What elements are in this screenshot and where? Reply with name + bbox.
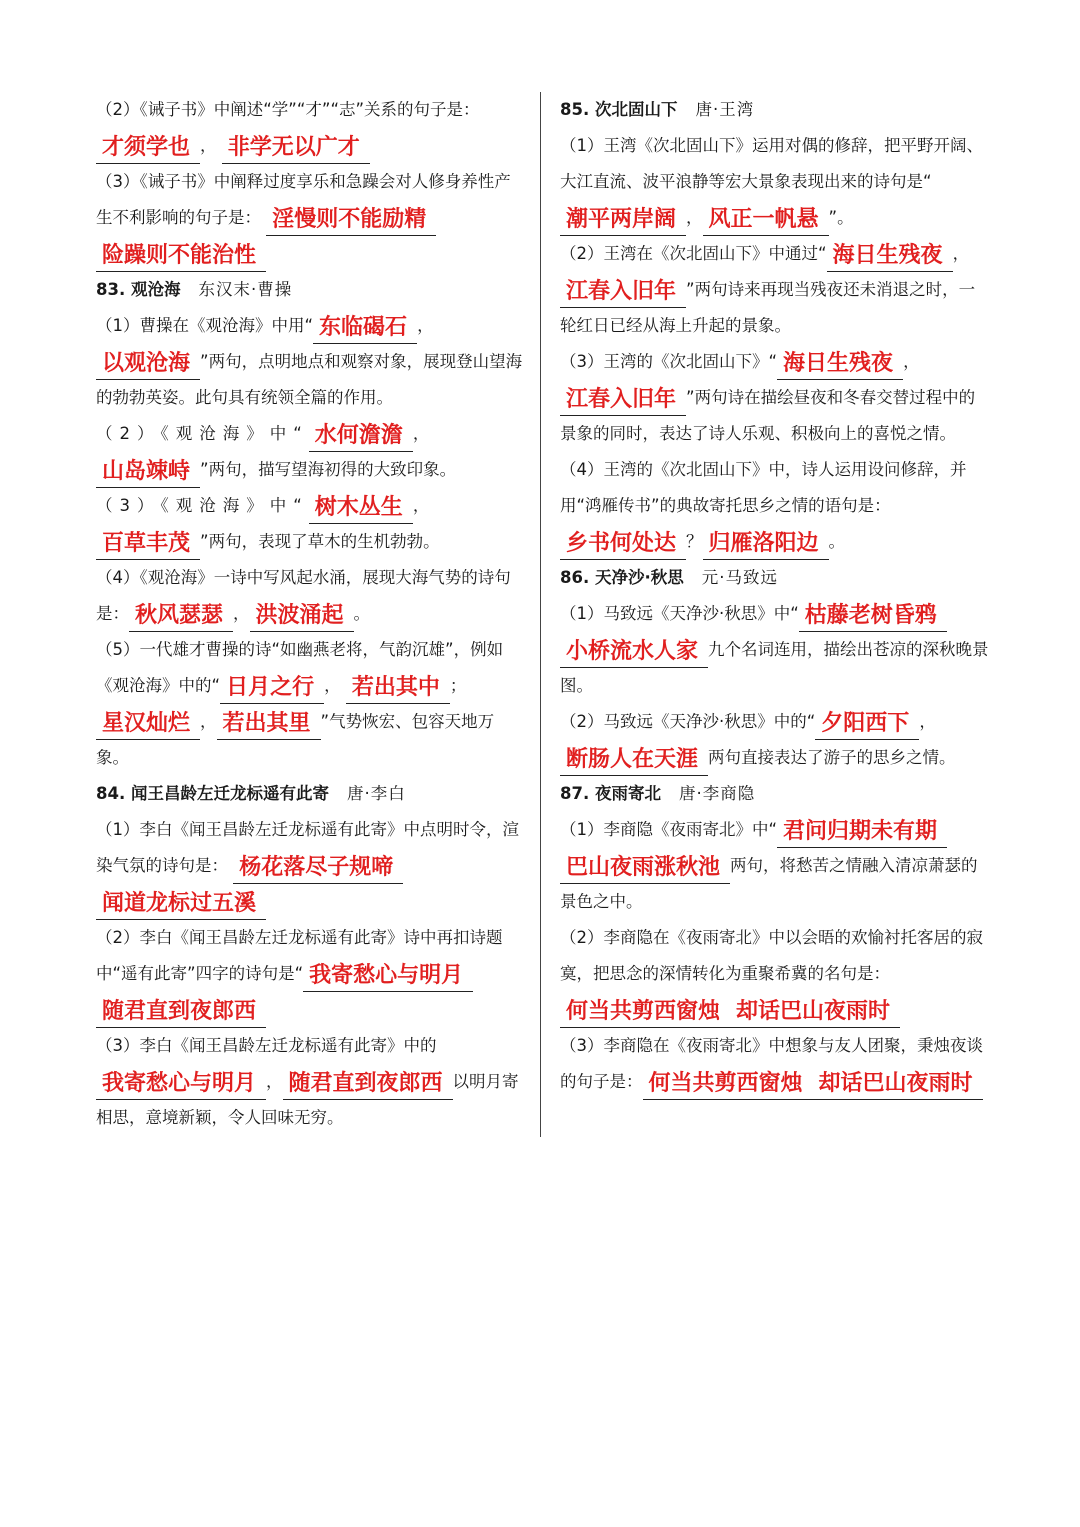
question-item — [96, 632, 524, 776]
section-author: 唐·李商隐 — [678, 784, 756, 803]
question-text: （1）王湾《次北固山下》运用对偶的修辞，把平野开阔、大江直流、波平浪静等宏大景象表现出来的诗句是“ — [560, 136, 983, 191]
answer-blank: 却话巴山夜雨时 — [730, 997, 900, 1028]
question-text: （1）马致远《天净沙·秋思》中“ — [560, 604, 799, 623]
answer-blank: 若出其中 — [346, 673, 450, 704]
answer-blank: 江春入旧年 — [560, 277, 686, 308]
section-title: 83. 观沧海 — [96, 280, 181, 299]
section-title: 87. 夜雨寄北 — [560, 784, 661, 803]
section-title: 84. 闻王昌龄左迁龙标遥有此寄 — [96, 784, 329, 803]
answer-blank: 才须学也 — [96, 133, 200, 164]
punctuation: 。 — [353, 604, 371, 623]
question-text: （2）《诫子书》中阐述“学”“才”“志”关系的句子是： — [96, 100, 480, 119]
question-text: （1）李商隐《夜雨寄北》中“ — [560, 820, 778, 839]
question-item — [96, 92, 524, 164]
answer-blank: 枯藤老树昏鸦 — [799, 601, 947, 632]
left-column — [96, 92, 524, 1136]
answer-blank: 险躁则不能治性 — [96, 241, 266, 272]
section-author: 唐·李白 — [346, 784, 406, 803]
question-text: 以明月寄相思，意境新颖，令人回味无穷。 — [96, 1072, 519, 1127]
question-item — [96, 488, 524, 560]
question-item — [560, 596, 990, 704]
section-title: 86. 天净沙·秋思 — [560, 568, 684, 587]
question-item — [560, 812, 990, 920]
answer-blank: 何当共剪西窗烛 — [643, 1069, 813, 1100]
question-text: （4）《观沧海》一诗中写风起水涌，展现大海气势的诗句是： — [96, 568, 511, 623]
answer-blank: 随君直到夜郎西 — [283, 1069, 453, 1100]
punctuation: ”。 — [828, 208, 854, 227]
question-item — [560, 704, 990, 776]
question-item — [560, 128, 990, 236]
question-text: 两句直接表达了游子的思乡之情。 — [708, 748, 956, 767]
question-text: ”两句，点明地点和观察对象，展现登山望海的勃勃英姿。此句具有统领全篇的作用。 — [96, 352, 523, 407]
punctuation: ， — [324, 676, 341, 695]
answer-blank: 乡书何处达 — [560, 529, 686, 560]
question-item — [96, 1028, 524, 1136]
question-text: 九个名词连用，描绘出苍凉的深秋晚景图。 — [560, 640, 989, 695]
punctuation: ， — [952, 244, 970, 263]
section-heading — [96, 272, 524, 308]
answer-blank: 东临碣石 — [313, 313, 417, 344]
punctuation: ， — [266, 1072, 283, 1091]
punctuation: 。 — [828, 532, 846, 551]
question-item — [96, 812, 524, 920]
question-item — [560, 920, 990, 1028]
section-heading — [96, 776, 524, 812]
answer-blank: 海日生残夜 — [777, 349, 903, 380]
section-heading — [560, 560, 990, 596]
section-title: 85. 次北固山下 — [560, 100, 678, 119]
answer-blank: 淫慢则不能励精 — [266, 205, 436, 236]
question-text: （2）李白《闻王昌龄左迁龙标遥有此寄》诗中再扣诗题中“遥有此寄”四字的诗句是“ — [96, 928, 503, 983]
right-column — [560, 92, 990, 1100]
question-text: （3）王湾的《次北固山下》“ — [560, 352, 778, 371]
question-text: （5）一代雄才曹操的诗“如幽燕老将，气韵沉雄”，例如《观沧海》中的“ — [96, 640, 504, 695]
punctuation: ， — [919, 712, 936, 731]
question-text: ”气势恢宏、包容天地万象。 — [96, 712, 495, 767]
answer-blank: 非学无以广才 — [222, 133, 370, 164]
question-text: （3）《观沧海》中“ — [96, 496, 309, 515]
answer-blank: 我寄愁心与明月 — [303, 961, 473, 992]
punctuation: ， — [200, 712, 217, 731]
punctuation: ； — [449, 676, 467, 695]
question-text: ”两句，表现了草木的生机勃勃。 — [200, 532, 440, 551]
question-text: （4）王湾的《次北固山下》中，诗人运用设问修辞，并用“鸿雁传书”的典故寄托思乡之情的语句是： — [560, 460, 967, 515]
question-item — [560, 452, 990, 560]
answer-blank: 树木丛生 — [309, 493, 413, 524]
section-heading — [560, 92, 990, 128]
question-text: （1）李白《闻王昌龄左迁龙标遥有此寄》中点明时令，渲染气氛的诗句是： — [96, 820, 519, 875]
answer-blank: 杨花落尽子规啼 — [233, 853, 403, 884]
question-text: （2）李商隐在《夜雨寄北》中以会晤的欢愉衬托客居的寂寞，把思念的深情转化为重聚希冀的名句是： — [560, 928, 983, 983]
section-author: 东汉末·曹操 — [198, 280, 293, 299]
question-text: （3）李商隐在《夜雨寄北》中想象与友人团聚，秉烛夜谈的句子是： — [560, 1036, 983, 1091]
answer-blank: 巴山夜雨涨秋池 — [560, 853, 730, 884]
question-text: ”两句，描写望海初得的大致印象。 — [200, 460, 457, 479]
question-item — [96, 560, 524, 632]
question-item — [96, 308, 524, 416]
question-text: 两句，将愁苦之情融入清凉萧瑟的景色之中。 — [560, 856, 978, 911]
answer-blank: 江春入旧年 — [560, 385, 686, 416]
answer-blank: 日月之行 — [220, 673, 324, 704]
section-author: 唐·王湾 — [695, 100, 755, 119]
column-divider — [540, 92, 541, 1137]
answer-blank: 却话巴山夜雨时 — [813, 1069, 983, 1100]
answer-blank: 山岛竦峙 — [96, 457, 200, 488]
answer-blank: 海日生残夜 — [827, 241, 953, 272]
answer-blank: 潮平两岸阔 — [560, 205, 686, 236]
answer-blank: 君问归期未有期 — [777, 817, 947, 848]
question-text: ”两句诗在描绘昼夜和冬春交替过程中的景象的同时，表达了诗人乐观、积极向上的喜悦之情。 — [560, 388, 976, 443]
question-item — [96, 920, 524, 1028]
answer-blank: 我寄愁心与明月 — [96, 1069, 266, 1100]
punctuation: ， — [233, 604, 250, 623]
answer-blank: 断肠人在天涯 — [560, 745, 708, 776]
answer-blank: 闻道龙标过五溪 — [96, 889, 266, 920]
question-item — [96, 416, 524, 488]
answer-blank: 何当共剪西窗烛 — [560, 997, 730, 1028]
answer-blank: 秋风瑟瑟 — [129, 601, 233, 632]
question-text: ”两句诗来再现当残夜还未消退之时，一轮红日已经从海上升起的景象。 — [560, 280, 976, 335]
question-item — [560, 236, 990, 344]
answer-blank: 风正一帆悬 — [703, 205, 829, 236]
question-text: （3）李白《闻王昌龄左迁龙标遥有此寄》中的 — [96, 1036, 437, 1055]
answer-blank: 百草丰茂 — [96, 529, 200, 560]
answer-blank: 随君直到夜郎西 — [96, 997, 266, 1028]
punctuation: ， — [903, 352, 920, 371]
question-item — [560, 344, 990, 452]
question-item — [560, 1028, 990, 1100]
punctuation: ， — [417, 316, 434, 335]
answer-blank: 归雁洛阳边 — [703, 529, 829, 560]
punctuation: ， — [412, 496, 430, 515]
answer-blank: 洪波涌起 — [250, 601, 354, 632]
answer-blank: 若出其里 — [217, 709, 321, 740]
punctuation: ， — [686, 208, 703, 227]
question-text: （1）曹操在《观沧海》中用“ — [96, 316, 314, 335]
answer-blank: 星汉灿烂 — [96, 709, 200, 740]
answer-blank: 夕阳西下 — [815, 709, 919, 740]
section-heading — [560, 776, 990, 812]
answer-blank: 水何澹澹 — [309, 421, 413, 452]
answer-blank: 以观沧海 — [96, 349, 200, 380]
punctuation: ， — [412, 424, 430, 443]
question-item — [96, 164, 524, 272]
answer-blank: 小桥流水人家 — [560, 637, 708, 668]
question-text: （2）王湾在《次北固山下》中通过“ — [560, 244, 827, 263]
section-author: 元·马致远 — [701, 568, 778, 587]
question-text: （3）《诫子书》中阐释过度享乐和急躁会对人修身养性产生不利影响的句子是： — [96, 172, 511, 227]
punctuation: ， — [200, 136, 217, 155]
question-text: （2）马致远《天净沙·秋思》中的“ — [560, 712, 816, 731]
punctuation: ？ — [686, 532, 703, 551]
question-text: （2）《观沧海》中“ — [96, 424, 309, 443]
